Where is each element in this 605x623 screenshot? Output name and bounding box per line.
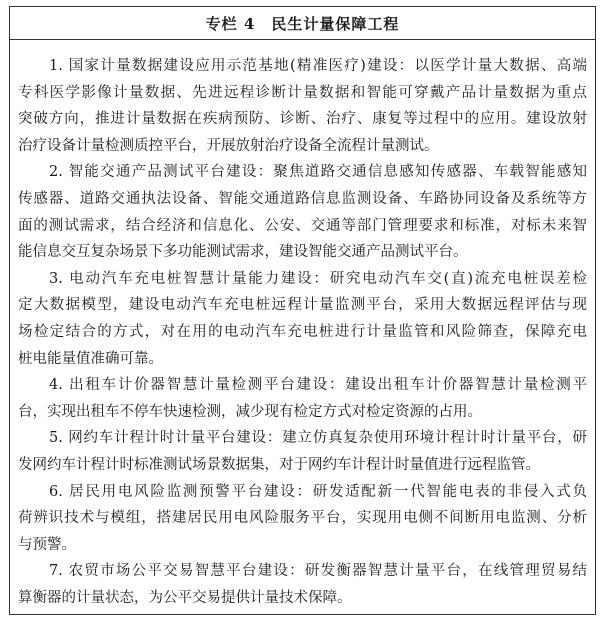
text-line: 2. 智能交通产品测试平台建设：聚焦道路交通信息感知传感器、车载智能感知 (49, 164, 587, 181)
paragraph (18, 425, 587, 478)
text-line: 桩电能量值准确可靠。 (18, 350, 163, 367)
text-line: 治疗设备计量检测质控平台，开展放射治疗设备全流程计量测试。 (18, 137, 439, 154)
text-line: 5. 网约车计程计时计量平台建设：建立仿真复杂使用环境计程计时计量平台，研 (49, 430, 587, 447)
text-line: 4. 出租车计价器智慧计量检测平台建设：建设出租车计价器智慧计量检测平 (49, 377, 587, 394)
paragraph (18, 266, 587, 372)
paragraph (18, 159, 587, 265)
paragraph (18, 372, 587, 425)
text-line: 能信息交互复杂场景下多功能测试需求，建设智能交通产品测试平台。 (18, 244, 468, 261)
text-line: 定大数据模型，建设电动汽车充电桩远程计量监测平台，采用大数据远程评估与现 (18, 297, 587, 314)
feature-box (9, 6, 596, 615)
text-line: 突破方向，推进计量数据在疾病预防、诊断、治疗、康复等过程中的应用。建设放射 (18, 111, 587, 128)
text-line: 1. 国家计量数据建设应用示范基地(精准医疗)建设：以医学计量大数据、高端 (49, 58, 587, 74)
text-line: 与预警。 (18, 536, 76, 553)
text-line: 算衡器的计量状态，为公平交易提供计量技术保障。 (18, 589, 352, 606)
paragraph (18, 558, 587, 611)
text-line: 面的测试需求，结合经济和信息化、公安、交通等部门管理要求和标准，对标未来智 (18, 217, 587, 234)
text-line: 发网约车计程计时标准测试场景数据集，对于网约车计程计时量值进行远程监管。 (18, 456, 540, 473)
box-title: 民生计量保障工程 (271, 14, 400, 33)
text-line: 7. 农贸市场公平交易智慧平台建设：研发衡器智慧计量平台，在线管理贸易结 (49, 563, 587, 580)
box-label: 专栏 4 (205, 14, 256, 33)
paragraph (18, 479, 587, 559)
text-line: 6. 居民用电风险监测预警平台建设：研发适配新一代智能电表的非侵入式负 (49, 483, 587, 500)
text-line: 荷辨识技术与模组，搭建居民用电风险服务平台，实现用电侧不间断用电监测、分析 (18, 510, 587, 527)
text-line: 台，实现出租车不停车快速检测，减少现有检定方式对检定资源的占用。 (18, 403, 482, 420)
paragraph (18, 53, 587, 159)
box-header (10, 7, 595, 40)
text-line: 场检定结合的方式，对在用的电动汽车充电桩进行计量监管和风险筛查，保障充电 (18, 323, 587, 340)
text-line: 专科医学影像计量数据、先进远程诊断计量数据和智能可穿戴产品计量数据为重点 (18, 84, 587, 101)
box-body (18, 53, 587, 611)
text-line: 传感器、道路交通执法设备、智能交通道路信息监测设备、车路协同设备及系统等方 (18, 190, 587, 207)
text-line: 3. 电动汽车充电桩智慧计量能力建设：研究电动汽车交(直)流充电桩误差检 (49, 270, 587, 287)
